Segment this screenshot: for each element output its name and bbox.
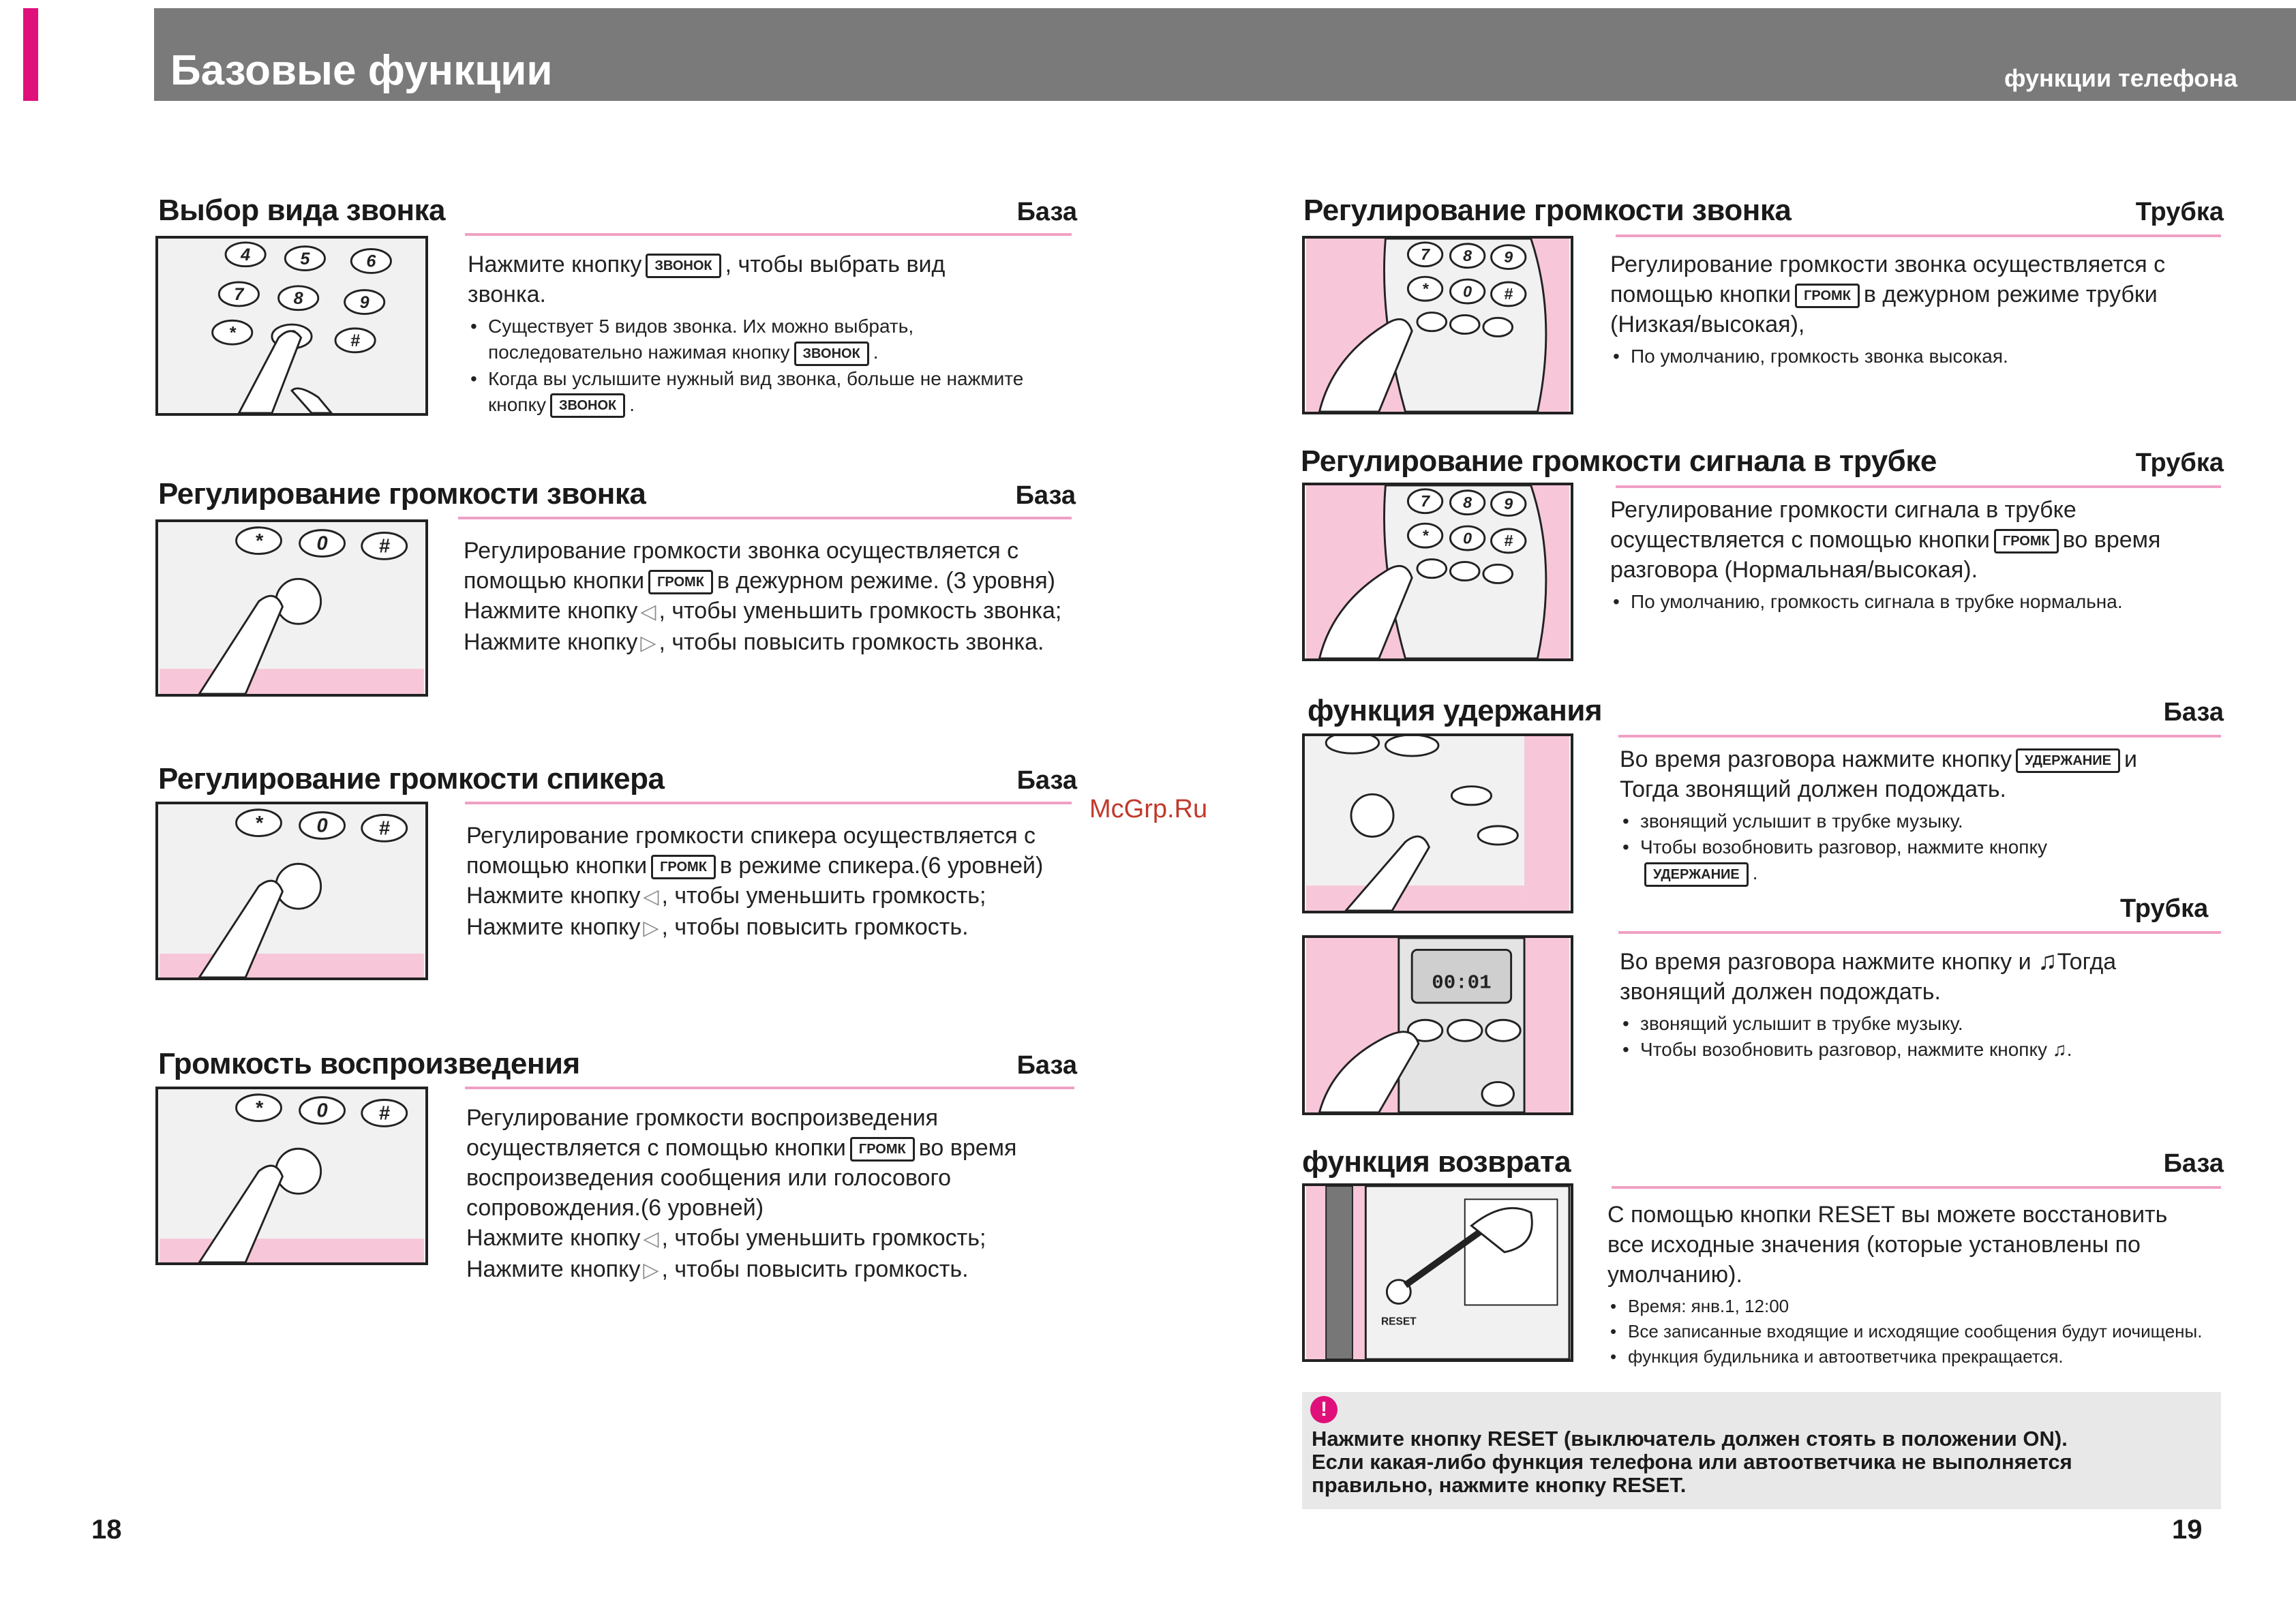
bullet-list bbox=[1607, 1294, 2235, 1369]
text-line: Нажмите кнопку bbox=[464, 629, 638, 655]
text-line: С помощью кнопки RESET вы можете восстановить bbox=[1607, 1202, 2168, 1228]
text-line: Нажмите кнопку bbox=[466, 883, 641, 909]
section-body bbox=[466, 1103, 1121, 1286]
section-ring-volume-base bbox=[158, 472, 1076, 526]
svg-text:8: 8 bbox=[293, 289, 303, 308]
svg-text:5: 5 bbox=[300, 249, 310, 269]
hold-key-label: УДЕРЖАНИЕ bbox=[1644, 862, 1749, 887]
svg-text:*: * bbox=[254, 530, 263, 552]
keypad-illustration bbox=[155, 236, 428, 416]
section-tag: База bbox=[1016, 1051, 1077, 1080]
note-line: правильно, нажмите кнопку RESET. bbox=[1312, 1473, 1687, 1497]
text-line: в дежурном режиме. (3 уровня) bbox=[716, 568, 1055, 594]
svg-text:7: 7 bbox=[234, 285, 244, 305]
bullet-list bbox=[1610, 344, 2224, 369]
bullet-item: • Все записанные входящие и исходящие сообщения будут иочищены. bbox=[1607, 1319, 2235, 1344]
svg-text:8: 8 bbox=[1463, 246, 1472, 264]
text-line: Регулирование громкости звонка осуществляется с bbox=[464, 538, 1019, 564]
ring-key-label: ЗВОНОК bbox=[794, 342, 869, 366]
text-line: , чтобы уменьшить громкость; bbox=[661, 883, 986, 909]
svg-text:0: 0 bbox=[1463, 529, 1472, 547]
text-line: все исходные значения (которые установлены по bbox=[1607, 1232, 2141, 1258]
section-divider bbox=[1618, 931, 2221, 934]
volume-key-label: ГРОМК bbox=[648, 570, 713, 594]
reset-label: RESET bbox=[1380, 1316, 1417, 1328]
page-number-left: 18 bbox=[91, 1515, 122, 1545]
handset-hold-illustration bbox=[1302, 935, 1573, 1115]
svg-text:*: * bbox=[254, 1097, 263, 1119]
music-note-icon: ♫ bbox=[2052, 1039, 2067, 1060]
text-line: умолчанию). bbox=[1607, 1262, 1742, 1288]
section-tag: База bbox=[1015, 481, 1076, 510]
bullet-list bbox=[1610, 589, 2237, 615]
svg-text:*: * bbox=[254, 812, 263, 834]
bullet-text: . bbox=[1752, 862, 1758, 883]
text-line: Во время разговора нажмите кнопку bbox=[1620, 746, 2012, 772]
section-header bbox=[1303, 188, 2224, 236]
section-title: Регулирование громкости сигнала в трубке bbox=[1301, 444, 1937, 478]
ring-key-label: ЗВОНОК bbox=[646, 254, 721, 278]
text-line: разговора (Нормальная/высокая). bbox=[1610, 557, 1978, 583]
ring-key-label: ЗВОНОК bbox=[550, 393, 625, 418]
text-line: в дежурном режиме трубки bbox=[1863, 282, 2158, 307]
svg-text:#: # bbox=[378, 535, 390, 558]
text-line: Тогда bbox=[2057, 949, 2117, 975]
bullet-item bbox=[468, 314, 1054, 366]
note-text bbox=[1312, 1427, 2072, 1497]
svg-text:*: * bbox=[1422, 526, 1429, 545]
text-line: , чтобы повысить громкость звонка. bbox=[659, 629, 1044, 655]
bullet-text: последовательно нажимая кнопку bbox=[488, 342, 790, 363]
svg-text:#: # bbox=[1504, 285, 1513, 303]
svg-text:6: 6 bbox=[366, 252, 376, 271]
svg-text:0: 0 bbox=[1463, 282, 1472, 301]
section-divider bbox=[458, 517, 1072, 519]
bullet-list bbox=[1620, 808, 2233, 887]
text-line: Регулирование громкости воспроизведения bbox=[466, 1105, 939, 1131]
text-line: помощью кнопки bbox=[464, 568, 645, 594]
section-body bbox=[1610, 249, 2224, 369]
svg-text:#: # bbox=[350, 331, 361, 351]
page-header bbox=[154, 8, 2296, 101]
section-title: Регулирование громкости спикера bbox=[158, 762, 665, 795]
reset-illustration bbox=[1302, 1183, 1573, 1362]
text-line: Нажмите кнопку bbox=[466, 1256, 641, 1282]
section-body bbox=[1620, 946, 2233, 1063]
accent-bar bbox=[23, 8, 38, 101]
section-body bbox=[466, 821, 1121, 943]
section-tag: База bbox=[2163, 698, 2224, 727]
bullet-item: • По умолчанию, громкость звонка высокая. bbox=[1610, 344, 2224, 369]
section-header bbox=[1302, 1140, 2224, 1187]
text-line: Тогда звонящий должен подождать. bbox=[1620, 776, 2006, 802]
bullet-text: . bbox=[2066, 1039, 2072, 1060]
bullet-text: Когда вы услышите нужный вид звонка, больше не нажмите bbox=[488, 367, 1024, 389]
bullet-item: • звонящий услышит в трубке музыку. bbox=[1620, 808, 2233, 834]
section-header bbox=[158, 188, 1077, 236]
svg-text:#: # bbox=[378, 817, 390, 840]
bullet-text: . bbox=[629, 393, 635, 415]
note-line: Если какая-либо функция телефона или автоответчика не выполняется bbox=[1312, 1450, 2072, 1474]
section-tag: База bbox=[2163, 1149, 2224, 1178]
section-divider bbox=[465, 233, 1072, 236]
text-line: Нажмите кнопку bbox=[466, 914, 641, 940]
page-subtitle: функции телефона bbox=[2004, 64, 2237, 92]
section-title: Громкость воспроизведения bbox=[158, 1047, 580, 1080]
svg-text:9: 9 bbox=[1504, 494, 1513, 513]
text-line: Регулирование громкости сигнала в трубке bbox=[1610, 497, 2076, 523]
bullet-text: Чтобы возобновить разговор, нажмите кнопку bbox=[1640, 1039, 2048, 1060]
text-line: воспроизведения сообщения или голосового bbox=[466, 1165, 952, 1191]
section-header bbox=[158, 757, 1077, 804]
bullet-list bbox=[468, 314, 1054, 418]
volume-down-icon: ◁ bbox=[640, 601, 656, 623]
warning-icon: ! bbox=[1310, 1396, 1338, 1423]
text-line: и bbox=[2124, 746, 2137, 772]
text-line: , чтобы повысить громкость. bbox=[661, 1256, 969, 1282]
section-divider bbox=[1616, 234, 2221, 237]
text-line: , чтобы выбрать вид bbox=[725, 252, 946, 277]
text-line: Регулирование громкости звонка осуществляется с bbox=[1610, 252, 2166, 277]
volume-key-label: ГРОМК bbox=[651, 855, 716, 879]
text-line: помощью кнопки bbox=[466, 853, 648, 879]
text-line: Во время разговора нажмите кнопку и bbox=[1620, 949, 2031, 975]
svg-text:9: 9 bbox=[359, 292, 369, 312]
section-title: функция возврата bbox=[1302, 1145, 1571, 1179]
volume-button-illustration bbox=[155, 1087, 428, 1265]
bullet-text: . bbox=[873, 342, 879, 363]
volume-key-label: ГРОМК bbox=[1994, 529, 2059, 553]
bullet-item: • звонящий услышит в трубке музыку. bbox=[1620, 1011, 2233, 1037]
volume-key-label: ГРОМК bbox=[1795, 284, 1860, 308]
section-divider bbox=[1612, 1186, 2221, 1189]
section-tag: Трубка bbox=[2135, 198, 2224, 226]
page-number-right: 19 bbox=[2172, 1515, 2203, 1545]
section-body bbox=[464, 536, 1118, 658]
volume-down-icon: ◁ bbox=[643, 885, 659, 908]
text-line: помощью кнопки bbox=[1610, 282, 1792, 307]
volume-up-icon: ▷ bbox=[643, 1259, 659, 1281]
lcd-time: 00:01 bbox=[1432, 971, 1492, 995]
section-divider bbox=[1616, 485, 2221, 488]
text-line: , чтобы уменьшить громкость звонка; bbox=[659, 598, 1062, 624]
volume-button-illustration bbox=[155, 519, 428, 697]
svg-text:#: # bbox=[1504, 532, 1513, 550]
text-line: (Низкая/высокая), bbox=[1610, 312, 1805, 337]
svg-text:7: 7 bbox=[1421, 245, 1430, 264]
handset-illustration bbox=[1302, 483, 1573, 661]
volume-up-icon: ▷ bbox=[640, 632, 656, 654]
svg-text:0: 0 bbox=[316, 1099, 328, 1122]
section-tag: База bbox=[1016, 198, 1077, 226]
svg-text:4: 4 bbox=[241, 245, 251, 264]
section-title: Регулирование громкости звонка bbox=[158, 477, 646, 511]
volume-button-illustration bbox=[155, 802, 428, 980]
section-divider bbox=[465, 1087, 1074, 1089]
section-ring-volume-handset bbox=[1303, 188, 2224, 243]
hold-button-illustration bbox=[1302, 733, 1573, 913]
bullet-text: кнопку bbox=[488, 393, 547, 415]
text-line: сопровождения.(6 уровней) bbox=[466, 1195, 764, 1221]
section-tag: База bbox=[1016, 766, 1077, 795]
section-tag: Трубка bbox=[2120, 894, 2209, 923]
svg-text:8: 8 bbox=[1463, 493, 1472, 511]
reset-note-box bbox=[1302, 1392, 2221, 1509]
section-header bbox=[1301, 439, 2224, 487]
bullet-item bbox=[468, 366, 1054, 419]
handset-illustration bbox=[1302, 236, 1573, 414]
bullet-list bbox=[1620, 1011, 2233, 1063]
text-line: Нажмите кнопку bbox=[466, 1225, 641, 1251]
text-line: Регулирование громкости спикера осуществляется с bbox=[466, 823, 1036, 849]
section-title: функция удержания bbox=[1308, 694, 1603, 727]
section-header bbox=[158, 1042, 1077, 1089]
bullet-item bbox=[1620, 834, 2233, 887]
bullet-item bbox=[1620, 1037, 2233, 1063]
note-line: Нажмите кнопку RESET (выключатель должен стоять в положении ON). bbox=[1312, 1427, 2068, 1451]
svg-text:0: 0 bbox=[316, 815, 328, 837]
bullet-item: • функция будильника и автоответчика прекращается. bbox=[1607, 1344, 2235, 1369]
text-line: звонка. bbox=[468, 282, 546, 307]
music-note-icon: ♫ bbox=[2038, 947, 2057, 975]
text-line: , чтобы повысить громкость. bbox=[661, 914, 969, 940]
volume-down-icon: ◁ bbox=[643, 1228, 659, 1250]
volume-up-icon: ▷ bbox=[643, 917, 659, 939]
section-divider bbox=[465, 802, 1072, 804]
page-title: Базовые функции bbox=[170, 47, 553, 94]
text-line: в режиме спикера.(6 уровней) bbox=[719, 853, 1044, 879]
bullet-text: Существует 5 видов звонка. Их можно выбрать, bbox=[488, 316, 914, 337]
section-header bbox=[158, 472, 1076, 519]
bullet-item: • По умолчанию, громкость сигнала в трубке нормальна. bbox=[1610, 589, 2237, 615]
text-line: , чтобы уменьшить громкость; bbox=[661, 1225, 986, 1251]
text-line: звонящий должен подождать. bbox=[1620, 979, 1941, 1005]
section-body bbox=[1620, 744, 2233, 887]
bullet-text: Чтобы возобновить разговор, нажмите кнопку bbox=[1640, 836, 2048, 858]
hold-key-label: УДЕРЖАНИЕ bbox=[2016, 748, 2120, 773]
svg-text:9: 9 bbox=[1504, 247, 1513, 266]
text-line: Нажмите кнопку bbox=[464, 598, 638, 624]
section-title: Выбор вида звонка bbox=[158, 194, 446, 227]
section-body bbox=[468, 249, 1054, 418]
bullet-item: • Время: янв.1, 12:00 bbox=[1607, 1294, 2235, 1319]
svg-text:7: 7 bbox=[1421, 492, 1430, 511]
section-body bbox=[1607, 1200, 2235, 1369]
section-tag: Трубка bbox=[2135, 449, 2224, 477]
text-line: осуществляется с помощью кнопки bbox=[1610, 527, 1990, 553]
text-line: Нажмите кнопку bbox=[468, 252, 642, 277]
section-header bbox=[1308, 688, 2224, 736]
svg-text:#: # bbox=[378, 1102, 390, 1125]
svg-text:0: 0 bbox=[316, 532, 328, 555]
section-title: Регулирование громкости звонка bbox=[1303, 194, 1792, 227]
watermark: McGrp.Ru bbox=[1089, 795, 1208, 823]
svg-text:*: * bbox=[228, 323, 236, 343]
text-line: во время bbox=[2062, 527, 2161, 553]
svg-text:*: * bbox=[1422, 279, 1429, 298]
section-divider bbox=[1618, 735, 2221, 738]
section-body bbox=[1610, 495, 2237, 615]
volume-key-label: ГРОМК bbox=[850, 1137, 915, 1162]
text-line: во время bbox=[918, 1135, 1017, 1161]
text-line: осуществляется с помощью кнопки bbox=[466, 1135, 846, 1161]
